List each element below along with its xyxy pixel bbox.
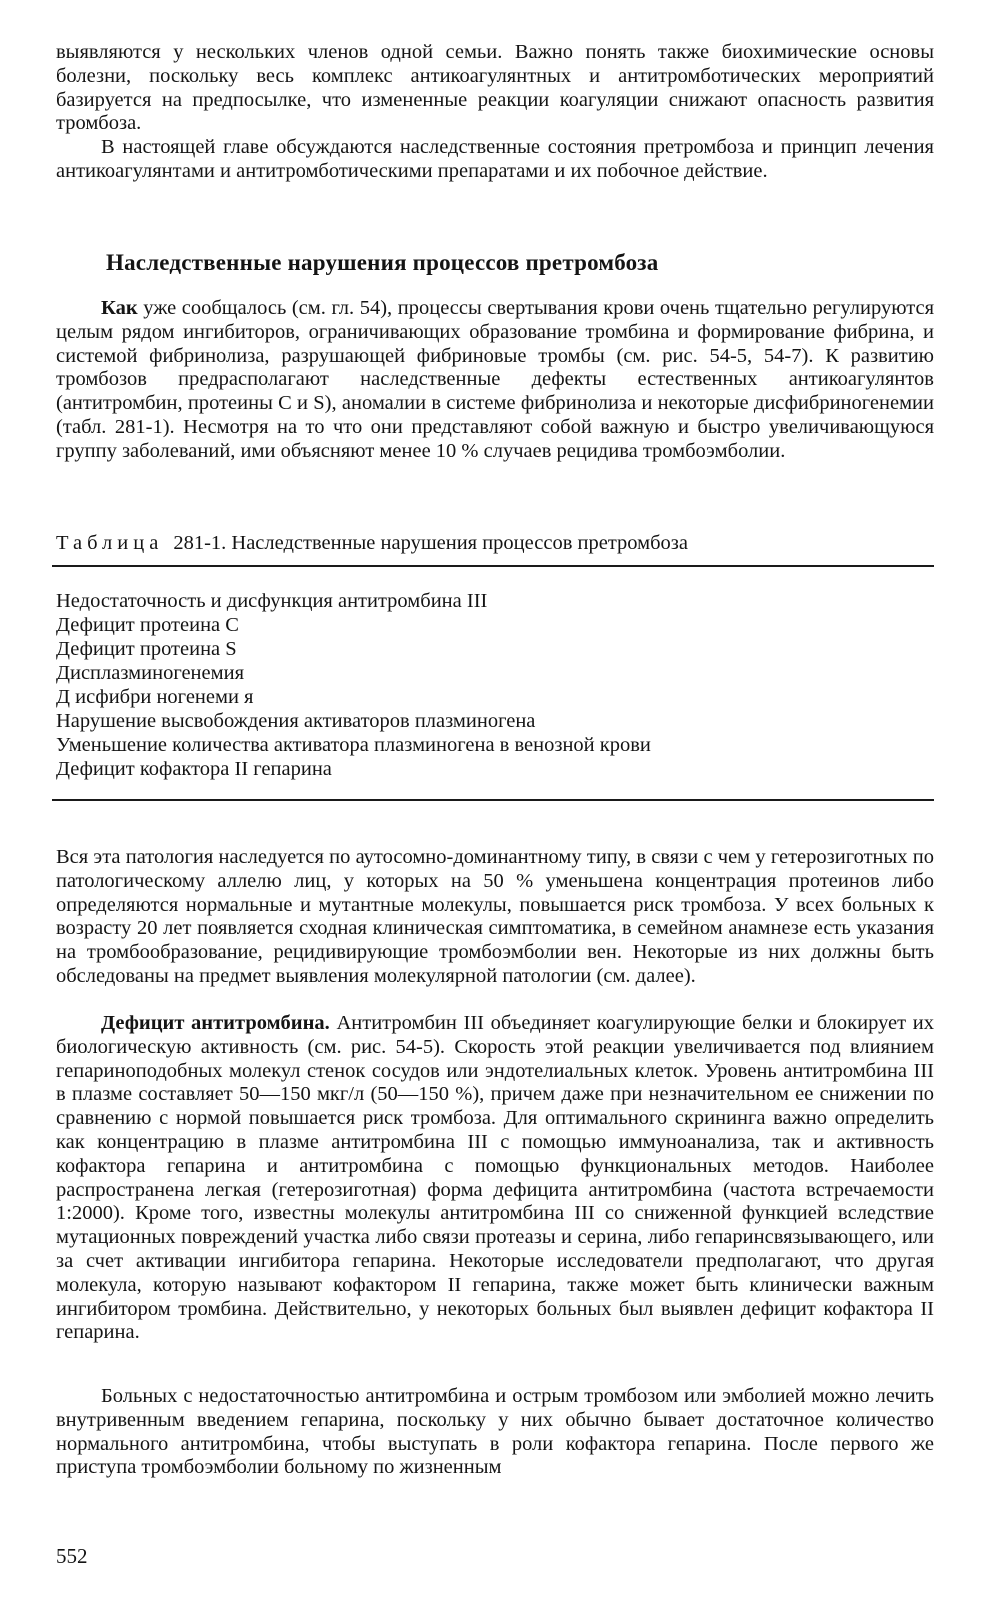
table-row: Дефицит протеина S bbox=[56, 638, 237, 660]
table-row: Дефицит кофактора II гепарина bbox=[56, 758, 332, 780]
table-caption-label: Таблица bbox=[56, 532, 164, 554]
table-caption bbox=[56, 531, 688, 555]
table-caption-title: 281-1. Наследственные нарушения процессов претромбоза bbox=[173, 532, 689, 554]
intro-paragraph-2: В настоящей главе обсуждаются наследственные состояния претромбоза и принцип лечения антикоагулянтами и антитромботическими препаратами и их побочное действие. bbox=[56, 136, 934, 182]
section-heading: Наследственные нарушения процессов претромбоза bbox=[106, 250, 659, 275]
table-row: Д исфибри ногенеми я bbox=[56, 686, 254, 708]
section-paragraph-1-lead: Как bbox=[101, 297, 138, 319]
paragraph-antithrombin-lead: Дефицит антитромбина. bbox=[101, 1012, 330, 1034]
table-row: Нарушение высвобождения активаторов плазминогена bbox=[56, 710, 536, 732]
page-number: 552 bbox=[56, 1544, 88, 1568]
intro-paragraph-1: выявляются у нескольких членов одной семьи. Важно понять также биохимические основы болезни, поскольку весь комплекс антикоагулянтных и антитромботических мероприятий базируется на предпосылке, что измененные реакции коагуляции снижают опасность развития тромбоза. bbox=[56, 41, 934, 135]
table-row: Дефицит протеина С bbox=[56, 614, 239, 636]
section-paragraph-1-text: уже сообщалось (см. гл. 54), процессы свертывания крови очень тщательно регулируются целым рядом ингибиторов, ограничивающих образование тромбина и формирование фибрина, и системой фибринолиза, разрушающей фибриновые тромбы (см. рис. 54-5, 54-7). К развитию тромбозов предрасполагают наследственные дефекты естественных антикоагулянтов (антитромбин, протеины С и S), аномалии в системе фибринолиза и некоторые дисфибриногенемии (табл. 281-1). Несмотря на то что они представляют собой важную и быстро увеличивающуюся группу заболеваний, ими объясняют менее 10 % случаев рецидива тромбоэмболии. bbox=[56, 297, 934, 462]
table-top-rule bbox=[52, 565, 934, 567]
table-row: Недостаточность и дисфункция антитромбина III bbox=[56, 590, 488, 612]
table-row: Дисплазминогенемия bbox=[56, 662, 245, 684]
section-paragraph-1 bbox=[56, 297, 934, 464]
table-row: Уменьшение количества активатора плазминогена в венозной крови bbox=[56, 734, 651, 756]
paragraph-treatment: Больных с недостаточностью антитромбина и острым тромбозом или эмболией можно лечить внутривенным введением гепарина, поскольку у них обычно бывает достаточное количество нормального антитромбина, чтобы выступать в роли кофактора гепарина. После первого же приступа тромбоэмболии больному по жизненным bbox=[56, 1385, 934, 1479]
paragraph-inheritance: Вся эта патология наследуется по аутосомно-доминантному типу, в связи с чем у гетерозиготных по патологическому аллелю лиц, у которых на 50 % уменьшена концентрация протеинов либо определяются нормальные и мутантные молекулы, повышается риск тромбоза. У всех больных к возрасту 20 лет появляется сходная клиническая симптоматика, в семейном анамнезе есть указания на тромбообразование, рецидивирующие тромбоэмболии вен. Некоторые из них должны быть обследованы на предмет выявления молекулярной патологии (см. далее). bbox=[56, 846, 934, 987]
paragraph-antithrombin-text: Антитромбин III объединяет коагулирующие белки и блокирует их биологическую активность (см. рис. 54-5). Скорость этой реакции увеличивается под влиянием гепариноподобных молекул стенок сосудов или эндотелиальных клеток. Уровень антитромбина III в плазме составляет 50—150 мкг/л (50—150 %), причем даже при незначительном ее снижении по сравнению с нормой повышается риск тромбоза. Для оптимального скрининга важно определить как концентрацию в плазме антитромбина III с помощью иммуноанализа, так и активность кофактора гепарина и антитромбина с помощью функциональных методов. Наиболее распространена легкая (гетерозиготная) форма дефицита антитромбина (частота встречаемости 1:2000). Кроме того, известны молекулы антитромбина III со сниженной функцией вследствие мутационных повреждений участка либо связи протеазы и серина, либо гепаринсвязывающего, или за счет активации ингибитора гепарина. Некоторые исследователи предполагают, что другая молекула, которую называют кофактором II гепарина, также может быть клинически важным ингибитором тромбина. Действительно, у некоторых больных был выявлен дефицит кофактора II гепарина. bbox=[56, 1012, 934, 1344]
table-bottom-rule bbox=[52, 799, 934, 801]
table-body bbox=[56, 589, 651, 781]
paragraph-antithrombin bbox=[56, 1012, 934, 1345]
